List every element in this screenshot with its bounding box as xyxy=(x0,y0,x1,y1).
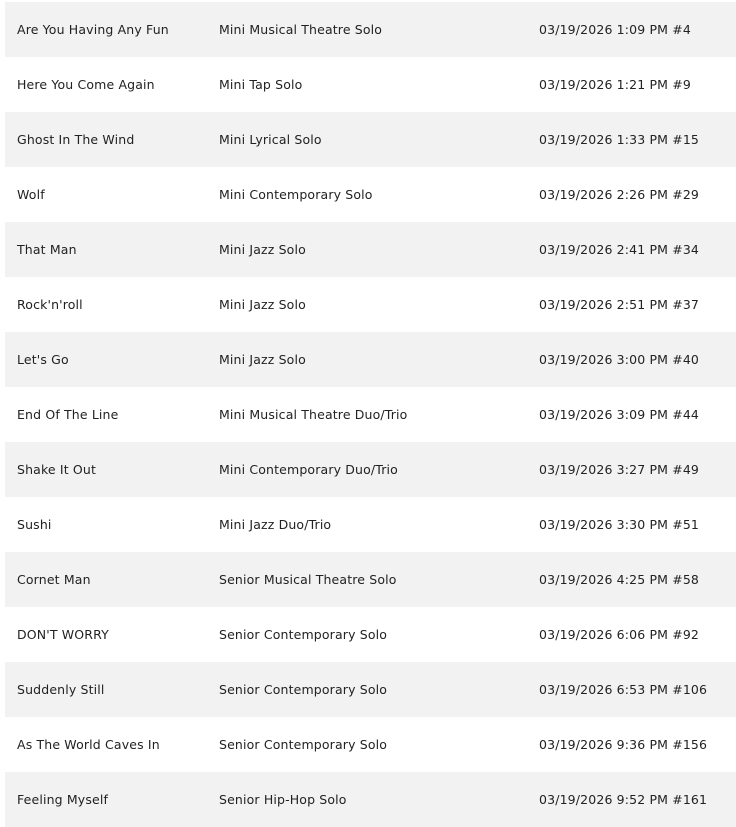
routine-category: Senior Hip-Hop Solo xyxy=(219,792,347,807)
table-row[interactable] xyxy=(5,497,736,552)
routine-time: 03/19/2026 9:36 PM #156 xyxy=(539,737,708,752)
routine-category: Senior Contemporary Solo xyxy=(219,627,388,642)
routine-category: Mini Lyrical Solo xyxy=(219,132,322,147)
routine-time: 03/19/2026 2:51 PM #37 xyxy=(539,297,700,312)
routine-time: 03/19/2026 1:33 PM #15 xyxy=(539,132,700,147)
routine-time: 03/19/2026 2:26 PM #29 xyxy=(539,187,700,202)
routine-title: Suddenly Still xyxy=(17,682,105,697)
routine-time: 03/19/2026 2:41 PM #34 xyxy=(539,242,700,257)
table-row[interactable] xyxy=(5,112,736,167)
routine-title: Feeling Myself xyxy=(17,792,109,807)
routine-time: 03/19/2026 3:00 PM #40 xyxy=(539,352,700,367)
table-row[interactable] xyxy=(5,167,736,222)
routine-category: Mini Jazz Duo/Trio xyxy=(219,517,332,532)
routine-category: Mini Musical Theatre Duo/Trio xyxy=(219,407,408,422)
routine-time: 03/19/2026 3:30 PM #51 xyxy=(539,517,700,532)
routine-title: Sushi xyxy=(17,517,52,532)
routine-time: 03/19/2026 3:27 PM #49 xyxy=(539,462,700,477)
routine-category: Mini Jazz Solo xyxy=(219,297,306,312)
routine-title: Cornet Man xyxy=(17,572,91,587)
routine-title: Are You Having Any Fun xyxy=(17,22,169,37)
routine-time: 03/19/2026 1:09 PM #4 xyxy=(539,22,691,37)
table-row[interactable] xyxy=(5,277,736,332)
routine-title: Shake It Out xyxy=(17,462,96,477)
routine-title: Here You Come Again xyxy=(17,77,155,92)
routine-title: As The World Caves In xyxy=(17,737,160,752)
table-row[interactable] xyxy=(5,2,736,57)
routine-category: Mini Jazz Solo xyxy=(219,352,306,367)
table-row[interactable] xyxy=(5,332,736,387)
routine-title: Ghost In The Wind xyxy=(17,132,135,147)
routine-category: Mini Jazz Solo xyxy=(219,242,306,257)
routine-time: 03/19/2026 6:53 PM #106 xyxy=(539,682,708,697)
schedule-table xyxy=(5,2,736,827)
table-row[interactable] xyxy=(5,222,736,277)
table-row[interactable] xyxy=(5,607,736,662)
routine-category: Mini Contemporary Duo/Trio xyxy=(219,462,398,477)
routine-category: Senior Musical Theatre Solo xyxy=(219,572,397,587)
routine-title: End Of The Line xyxy=(17,407,119,422)
table-row[interactable] xyxy=(5,717,736,772)
routine-title: Wolf xyxy=(17,187,45,202)
table-row[interactable] xyxy=(5,552,736,607)
routine-time: 03/19/2026 1:21 PM #9 xyxy=(539,77,691,92)
table-row[interactable] xyxy=(5,387,736,442)
routine-time: 03/19/2026 4:25 PM #58 xyxy=(539,572,700,587)
table-row[interactable] xyxy=(5,662,736,717)
routine-title: DON'T WORRY xyxy=(17,627,109,642)
table-row[interactable] xyxy=(5,772,736,827)
routine-time: 03/19/2026 6:06 PM #92 xyxy=(539,627,700,642)
routine-title: Rock'n'roll xyxy=(17,297,83,312)
routine-title: Let's Go xyxy=(17,352,69,367)
routine-time: 03/19/2026 9:52 PM #161 xyxy=(539,792,708,807)
routine-title: That Man xyxy=(17,242,77,257)
routine-category: Mini Tap Solo xyxy=(219,77,303,92)
routine-time: 03/19/2026 3:09 PM #44 xyxy=(539,407,700,422)
table-row[interactable] xyxy=(5,57,736,112)
routine-category: Senior Contemporary Solo xyxy=(219,682,388,697)
routine-category: Mini Musical Theatre Solo xyxy=(219,22,383,37)
table-row[interactable] xyxy=(5,442,736,497)
routine-category: Senior Contemporary Solo xyxy=(219,737,388,752)
routine-category: Mini Contemporary Solo xyxy=(219,187,373,202)
